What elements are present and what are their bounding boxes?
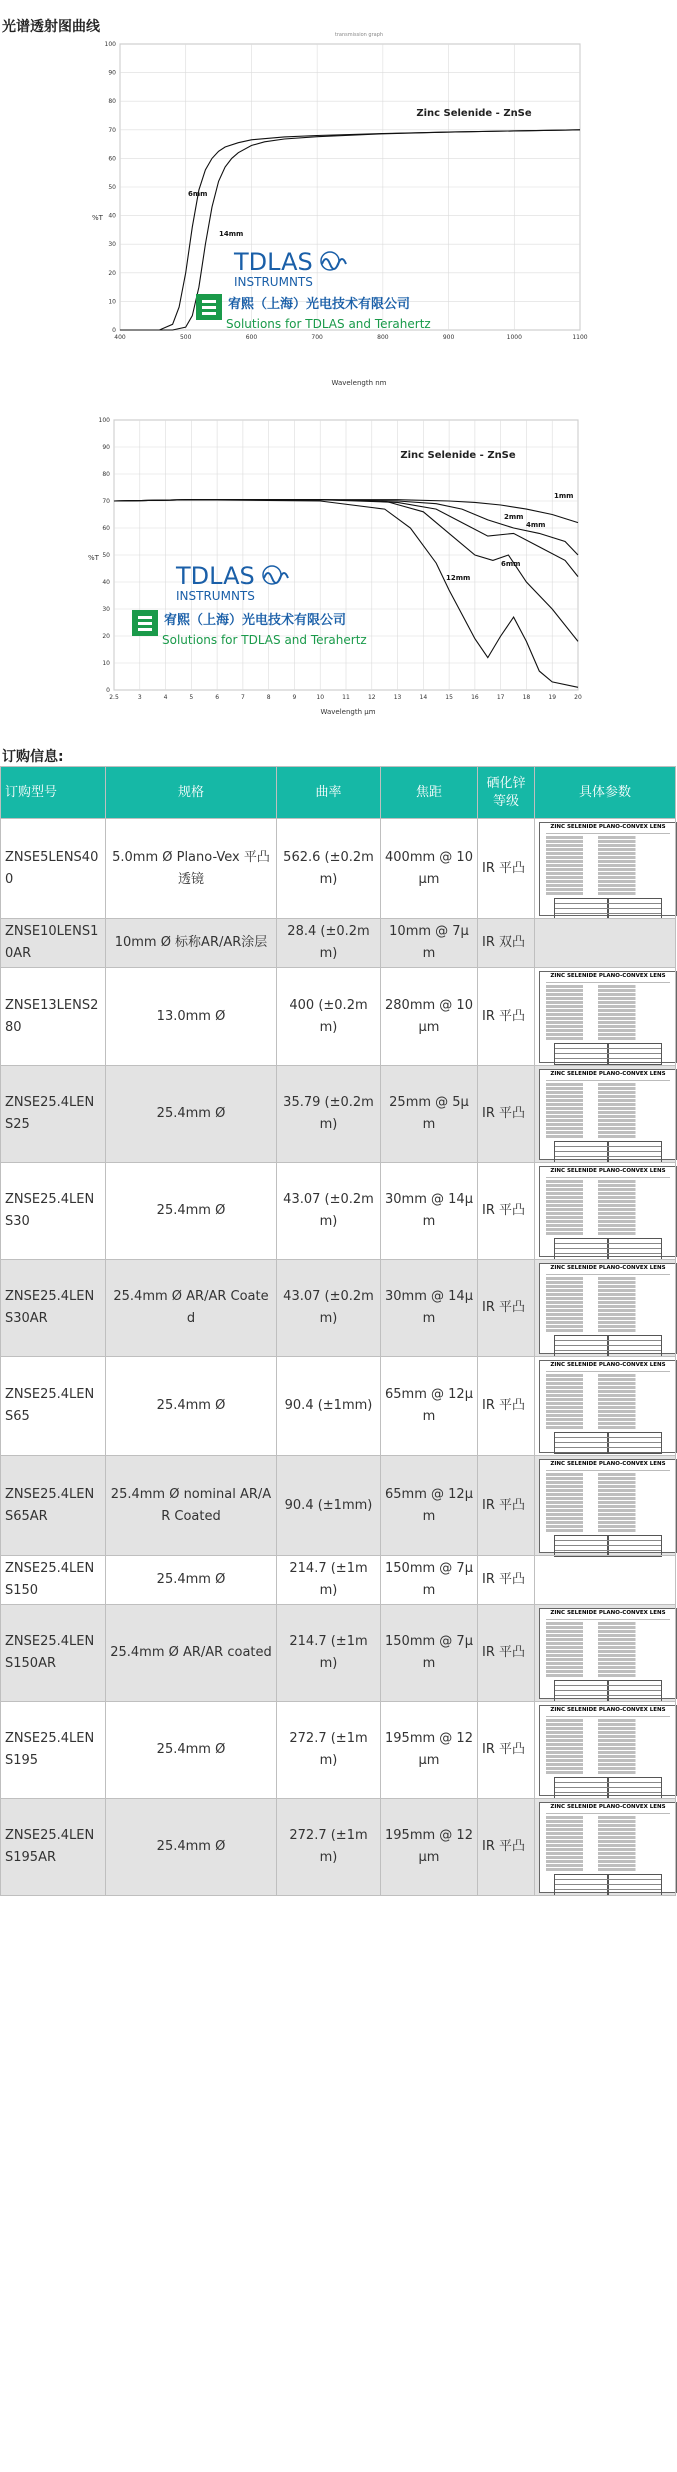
y-tick-label: 40	[108, 212, 116, 220]
header-focal: 焦距	[381, 767, 478, 819]
row-curvature: 43.07 (±0.2mm)	[277, 1260, 381, 1357]
datasheet-thumbnail[interactable]	[539, 1802, 677, 1893]
row-datasheet-cell	[535, 1066, 676, 1163]
wave-icon-2	[264, 573, 288, 583]
datasheet-thumbnail[interactable]	[539, 1705, 677, 1796]
row-datasheet-cell	[535, 1556, 676, 1605]
datasheet-title: ZINC SELENIDE PLANO-CONVEX LENS	[550, 1167, 666, 1174]
row-model: ZNSE25.4LENS65AR	[1, 1456, 106, 1556]
x-tick-label: 15	[445, 694, 453, 701]
table-row	[1, 919, 676, 968]
y-tick-label: 90	[102, 444, 110, 451]
row-curvature: 43.07 (±0.2mm)	[277, 1163, 381, 1260]
row-spec: 10mm Ø 标称AR/AR涂层	[106, 919, 277, 968]
y-tick-label: 10	[102, 660, 110, 667]
y-tick-label: 60	[102, 525, 110, 532]
chart2-title: Zinc Selenide - ZnSe	[400, 450, 516, 461]
x-tick-label: 6	[215, 694, 220, 701]
tdlas-logo-text: TDLAS	[234, 248, 313, 276]
table-row	[1, 1163, 676, 1260]
datasheet-title: ZINC SELENIDE PLANO-CONVEX LENS	[550, 1609, 666, 1616]
row-model: ZNSE25.4LENS65	[1, 1357, 106, 1456]
row-model: ZNSE25.4LENS30AR	[1, 1260, 106, 1357]
row-spec: 13.0mm Ø	[106, 968, 277, 1066]
y-tick-label: 40	[102, 579, 110, 586]
x-tick-label: 19	[548, 694, 557, 701]
row-spec: 25.4mm Ø	[106, 1702, 277, 1799]
x-tick-label: 9	[292, 694, 297, 701]
datasheet-title: ZINC SELENIDE PLANO-CONVEX LENS	[550, 1264, 666, 1271]
row-model: ZNSE25.4LENS25	[1, 1066, 106, 1163]
datasheet-title: ZINC SELENIDE PLANO-CONVEX LENS	[550, 1361, 666, 1368]
chart2-annotation-2mm: 2mm	[504, 513, 524, 521]
row-datasheet-cell	[535, 919, 676, 968]
row-curvature: 90.4 (±1mm)	[277, 1357, 381, 1456]
header-model: 订购型号	[1, 767, 106, 819]
y-tick-label: 50	[108, 184, 116, 191]
y-tick-label: 100	[98, 417, 110, 424]
table-row	[1, 968, 676, 1066]
row-type: IR 平凸	[478, 819, 535, 919]
row-focal: 400mm @ 10μm	[381, 819, 478, 919]
logo-block-2	[132, 562, 367, 647]
y-tick-label: 50	[102, 552, 110, 559]
x-tick-label: 600	[245, 334, 258, 341]
row-datasheet-cell	[535, 1456, 676, 1556]
row-type: IR 平凸	[478, 1163, 535, 1260]
y-tick-label: 20	[108, 269, 116, 277]
chart1-ylabel: %T	[92, 214, 103, 222]
datasheet-title: ZINC SELENIDE PLANO-CONVEX LENS	[550, 823, 666, 830]
row-spec: 25.4mm Ø	[106, 1357, 277, 1456]
row-model: ZNSE10LENS10AR	[1, 919, 106, 968]
row-datasheet-cell	[535, 1799, 676, 1896]
row-curvature: 272.7 (±1mm)	[277, 1799, 381, 1896]
row-focal: 280mm @ 10μm	[381, 968, 478, 1066]
chart2-annotation-12mm: 12mm	[446, 574, 471, 582]
datasheet-title: ZINC SELENIDE PLANO-CONVEX LENS	[550, 1803, 666, 1810]
row-focal: 10mm @ 7μm	[381, 919, 478, 968]
table-row	[1, 1605, 676, 1702]
row-model: ZNSE25.4LENS150AR	[1, 1605, 106, 1702]
row-model: ZNSE25.4LENS30	[1, 1163, 106, 1260]
datasheet-thumbnail[interactable]	[539, 1360, 677, 1453]
y-tick-label: 60	[108, 155, 116, 163]
row-type: IR 平凸	[478, 968, 535, 1066]
row-focal: 25mm @ 5μm	[381, 1066, 478, 1163]
chart2-xlabel: Wavelength µm	[320, 708, 376, 716]
datasheet-thumbnail[interactable]	[539, 822, 677, 916]
x-tick-label: 18	[522, 694, 531, 701]
datasheet-title: ZINC SELENIDE PLANO-CONVEX LENS	[550, 1706, 666, 1713]
x-tick-label: 3	[137, 694, 142, 701]
y-tick-label: 10	[108, 298, 116, 306]
instruments-logo-text-2: INSTRUMNTS	[176, 589, 255, 603]
x-tick-label: 5	[189, 694, 194, 701]
tdlas-logo-text-2: TDLAS	[176, 562, 255, 590]
logo-block	[196, 248, 431, 331]
x-tick-label: 4	[163, 694, 168, 701]
section-title-spectral: 光谱透射图曲线	[2, 19, 100, 35]
row-type: IR 平凸	[478, 1702, 535, 1799]
row-focal: 30mm @ 14μm	[381, 1163, 478, 1260]
x-tick-label: 8	[266, 694, 271, 701]
row-curvature: 214.7 (±1mm)	[277, 1556, 381, 1605]
row-type: IR 平凸	[478, 1799, 535, 1896]
table-row	[1, 1456, 676, 1556]
x-tick-label: 20	[574, 694, 582, 701]
row-spec: 5.0mm Ø Plano-Vex 平凸透镜	[106, 819, 277, 919]
row-spec: 25.4mm Ø	[106, 1066, 277, 1163]
y-tick-label: 70	[108, 126, 116, 134]
y-tick-label: 0	[106, 687, 110, 694]
x-tick-label: 11	[342, 694, 350, 701]
header-spec: 规格	[106, 767, 277, 819]
x-tick-label: 17	[496, 694, 505, 701]
x-tick-label: 1100	[572, 334, 588, 341]
table-row	[1, 1066, 676, 1163]
x-tick-label: 700	[311, 334, 323, 341]
row-model: ZNSE5LENS400	[1, 819, 106, 919]
datasheet-title: ZINC SELENIDE PLANO-CONVEX LENS	[550, 1460, 666, 1467]
y-tick-label: 0	[112, 327, 116, 334]
y-tick-label: 100	[104, 41, 116, 48]
table-row	[1, 819, 676, 919]
chart1-title: Zinc Selenide - ZnSe	[416, 108, 532, 119]
company-name-cn: 宥熙（上海）光电技术有限公司	[228, 297, 411, 312]
row-model: ZNSE25.4LENS150	[1, 1556, 106, 1605]
transmission-chart-nm	[84, 28, 588, 388]
header-curvature: 曲率	[277, 767, 381, 819]
y-tick-label: 30	[102, 606, 110, 613]
y-tick-label: 90	[108, 69, 116, 77]
x-tick-label: 400	[114, 334, 126, 341]
y-tick-label: 30	[108, 241, 116, 249]
x-tick-label: 500	[179, 334, 192, 341]
chart2-ylabel: %T	[88, 554, 99, 562]
company-name-cn-2: 宥熙（上海）光电技术有限公司	[164, 613, 347, 628]
company-tagline: Solutions for TDLAS and Terahertz	[226, 317, 431, 331]
datasheet-thumbnail[interactable]	[539, 971, 677, 1063]
x-tick-label: 800	[377, 334, 389, 341]
row-focal: 150mm @ 7μm	[381, 1605, 478, 1702]
row-focal: 195mm @ 12μm	[381, 1702, 478, 1799]
y-tick-label: 80	[108, 98, 116, 106]
datasheet-thumbnail[interactable]	[539, 1459, 677, 1553]
wave-icon	[322, 259, 346, 269]
row-spec: 25.4mm Ø AR/AR Coated	[106, 1260, 277, 1357]
table-row	[1, 1556, 676, 1605]
datasheet-thumbnail[interactable]	[539, 1166, 677, 1257]
header-detail: 具体参数	[535, 767, 676, 819]
chart2-annotation-1mm: 1mm	[554, 492, 574, 500]
row-datasheet-cell	[535, 1605, 676, 1702]
chart1-annotation-14mm: 14mm	[219, 230, 244, 238]
row-datasheet-cell	[535, 1357, 676, 1456]
row-spec: 25.4mm Ø	[106, 1556, 277, 1605]
datasheet-thumbnail[interactable]	[539, 1263, 677, 1354]
x-tick-label: 1000	[506, 334, 522, 341]
row-type: IR 平凸	[478, 1456, 535, 1556]
row-spec: 25.4mm Ø	[106, 1163, 277, 1260]
datasheet-title: ZINC SELENIDE PLANO-CONVEX LENS	[550, 1070, 666, 1077]
instruments-logo-text: INSTRUMNTS	[234, 275, 313, 289]
y-tick-label: 80	[102, 471, 110, 478]
row-curvature: 272.7 (±1mm)	[277, 1702, 381, 1799]
chart1-xlabel: Wavelength nm	[331, 379, 387, 387]
row-type: IR 平凸	[478, 1357, 535, 1456]
x-tick-label: 16	[471, 694, 479, 701]
row-type: IR 平凸	[478, 1605, 535, 1702]
chart1-annotation-6mm: 6mm	[188, 190, 208, 198]
row-focal: 65mm @ 12μm	[381, 1456, 478, 1556]
row-curvature: 35.79 (±0.2mm)	[277, 1066, 381, 1163]
company-tagline-2: Solutions for TDLAS and Terahertz	[162, 633, 367, 647]
row-datasheet-cell	[535, 1260, 676, 1357]
row-curvature: 400 (±0.2mm)	[277, 968, 381, 1066]
order-table	[0, 766, 676, 1896]
header-grade: 硒化锌等级	[478, 767, 535, 819]
row-datasheet-cell	[535, 819, 676, 919]
row-type: IR 双凸	[478, 919, 535, 968]
row-model: ZNSE13LENS280	[1, 968, 106, 1066]
row-datasheet-cell	[535, 1702, 676, 1799]
chart2-annotation-4mm: 4mm	[526, 521, 546, 529]
order-table-header	[1, 767, 676, 819]
row-spec: 25.4mm Ø nominal AR/AR Coated	[106, 1456, 277, 1556]
datasheet-thumbnail[interactable]	[539, 1069, 677, 1160]
row-curvature: 214.7 (±1mm)	[277, 1605, 381, 1702]
row-curvature: 90.4 (±1mm)	[277, 1456, 381, 1556]
section-title-order: 订购信息:	[2, 749, 64, 765]
row-curvature: 562.6 (±0.2mm)	[277, 819, 381, 919]
row-focal: 195mm @ 12μm	[381, 1799, 478, 1896]
row-spec: 25.4mm Ø AR/AR coated	[106, 1605, 277, 1702]
x-tick-label: 2.5	[109, 694, 119, 701]
chart2-annotation-6mm: 6mm	[501, 560, 521, 568]
row-model: ZNSE25.4LENS195	[1, 1702, 106, 1799]
chart1-top-label: transmission graph	[334, 32, 384, 38]
row-datasheet-cell	[535, 1163, 676, 1260]
row-type: IR 平凸	[478, 1556, 535, 1605]
table-row	[1, 1357, 676, 1456]
row-focal: 150mm @ 7μm	[381, 1556, 478, 1605]
row-model: ZNSE25.4LENS195AR	[1, 1799, 106, 1896]
x-tick-label: 14	[419, 694, 428, 701]
table-row	[1, 1799, 676, 1896]
row-curvature: 28.4 (±0.2mm)	[277, 919, 381, 968]
x-tick-label: 10	[316, 694, 325, 701]
datasheet-thumbnail[interactable]	[539, 1608, 677, 1699]
row-spec: 25.4mm Ø	[106, 1799, 277, 1896]
row-focal: 30mm @ 14μm	[381, 1260, 478, 1357]
x-tick-label: 13	[393, 694, 402, 701]
table-row	[1, 1260, 676, 1357]
x-tick-label: 12	[367, 694, 376, 701]
row-type: IR 平凸	[478, 1260, 535, 1357]
x-tick-label: 900	[442, 334, 455, 341]
row-datasheet-cell	[535, 968, 676, 1066]
table-row	[1, 1702, 676, 1799]
row-type: IR 平凸	[478, 1066, 535, 1163]
row-focal: 65mm @ 12μm	[381, 1357, 478, 1456]
y-tick-label: 20	[102, 633, 110, 640]
y-tick-label: 70	[102, 498, 110, 505]
transmission-chart-um	[88, 412, 588, 732]
datasheet-title: ZINC SELENIDE PLANO-CONVEX LENS	[550, 972, 666, 979]
x-tick-label: 7	[240, 694, 245, 701]
